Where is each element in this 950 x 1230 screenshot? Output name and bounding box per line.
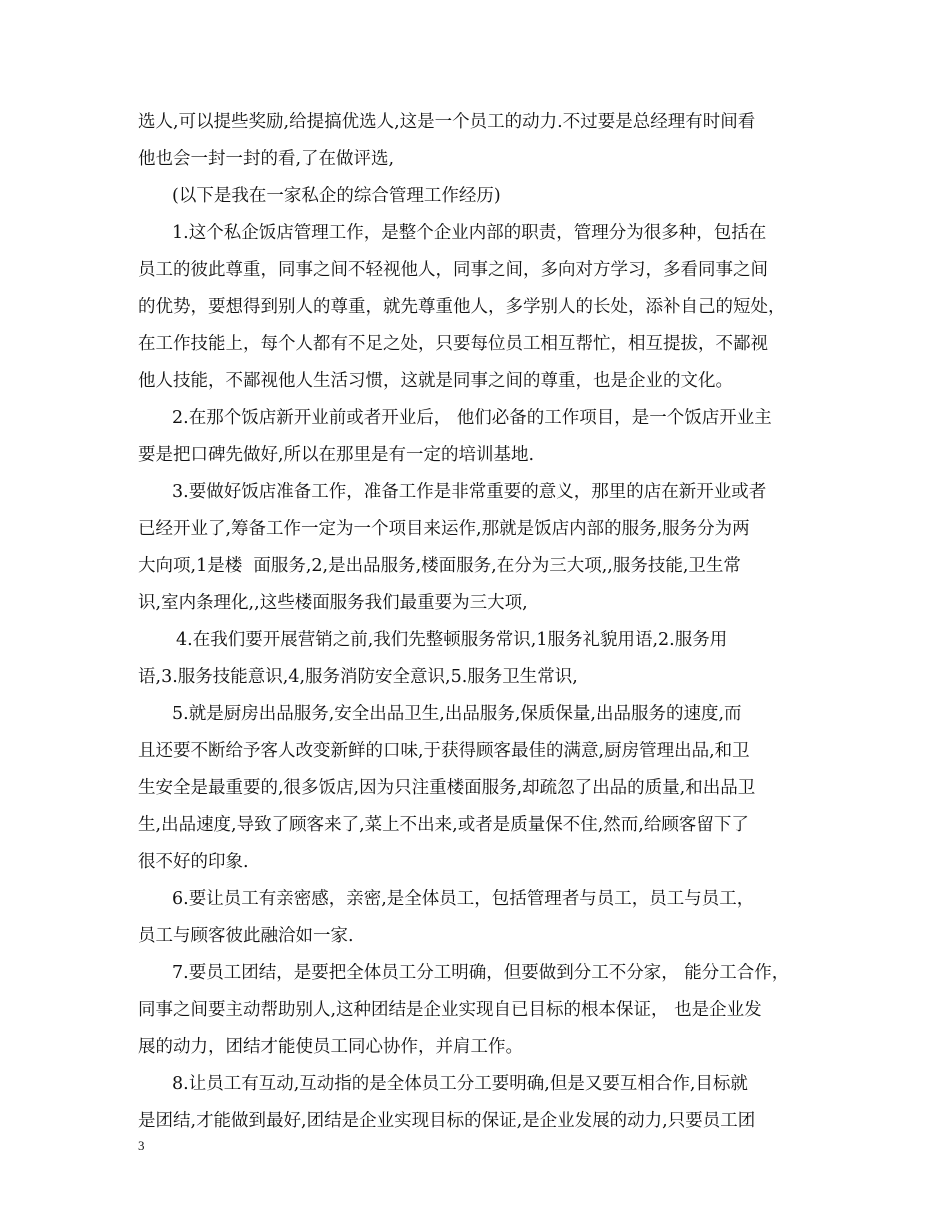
text-line: 3.要做好饭店准备工作，准备工作是非常重要的意义，那里的店在新开业或者 [172, 482, 767, 502]
text-line: 他也会一封一封的看,了在做评选, [138, 149, 395, 169]
text-line: 的优势，要想得到别人的尊重，就先尊重他人，多学别人的长处，添补自己的短处， [138, 297, 786, 317]
text-line: 8.让员工有互动,互动指的是全体员工分工要明确,但是又要互相合作,目标就 [172, 1074, 748, 1094]
text-line: 1.这个私企饭店管理工作，是整个企业内部的职责，管理分为很多种，包括在 [172, 223, 767, 243]
text-line: 员工的彼此尊重，同事之间不轻视他人，同事之间，多向对方学习，多看同事之间 [138, 260, 768, 280]
text-line: 他人技能，不鄙视他人生活习惯，这就是同事之间的尊重，也是企业的文化。 [138, 371, 733, 391]
text-line: 且还要不断给予客人改变新鲜的口味,于获得顾客最佳的满意,厨房管理出品,和卫 [138, 741, 750, 761]
text-line: 很不好的印象. [138, 852, 249, 872]
text-line: 6.要让员工有亲密感，亲密,是全体员工，包括管理者与员工，员工与员工， [172, 889, 755, 909]
text-line: 识,室内条理化,,这些楼面服务我们最重要为三大项, [138, 593, 528, 613]
text-line: 在工作技能上，每个人都有不足之处，只要每位员工相互帮忙，相互提拔，不鄙视 [138, 334, 768, 354]
text-line: 5.就是厨房出品服务,安全出品卫生,出品服务,保质保量,出品服务的速度,而 [172, 704, 742, 724]
text-line: 展的动力，团结才能使员工同心协作，并肩工作。 [138, 1037, 523, 1057]
text-line: 员工与顾客彼此融洽如一家. [138, 926, 354, 946]
text-line: 2.在那个饭店新开业前或者开业后， 他们必备的工作项目，是一个饭店开业主 [172, 408, 772, 428]
text-line: 大向项,1是楼 面服务,2,是出品服务,楼面服务,在分为三大项,,服务技能,卫生常 [138, 556, 741, 576]
text-line: 同事之间要主动帮助别人,这种团结是企业实现自已目标的根本保证， 也是企业发 [138, 1000, 762, 1020]
text-line: 要是把口碑先做好,所以在那里是有一定的培训基地. [138, 445, 535, 465]
text-line: 是团结,才能做到最好,团结是企业实现目标的保证,是企业发展的动力,只要员工团 [138, 1111, 756, 1131]
text-line: 语,3.服务技能意识,4,服务消防安全意识,5.服务卫生常识, [138, 667, 578, 687]
text-line: 4.在我们要开展营销之前,我们先整顿服务常识,1服务礼貌用语,2.服务用 [176, 630, 728, 650]
text-line: (以下是我在一家私企的综合管理工作经历) [172, 186, 501, 206]
text-line: 选人,可以提些奖励,给提搞优选人,这是一个员工的动力.不过要是总经理有时间看 [138, 112, 756, 132]
text-line: 已经开业了,筹备工作一定为一个项目来运作,那就是饭店内部的服务,服务分为两 [138, 519, 750, 539]
text-line: 7.要员工团结，是要把全体员工分工明确，但要做到分工不分家， 能分工合作， [172, 963, 790, 983]
text-line: 生,出品速度,导致了顾客来了,菜上不出来,或者是质量保不住,然而,给顾客留下了 [138, 815, 749, 835]
text-line: 生安全是最重要的,很多饭店,因为只注重楼面服务,却疏忽了出品的质量,和出品卫 [138, 778, 756, 798]
page-number: 3 [138, 1138, 145, 1153]
